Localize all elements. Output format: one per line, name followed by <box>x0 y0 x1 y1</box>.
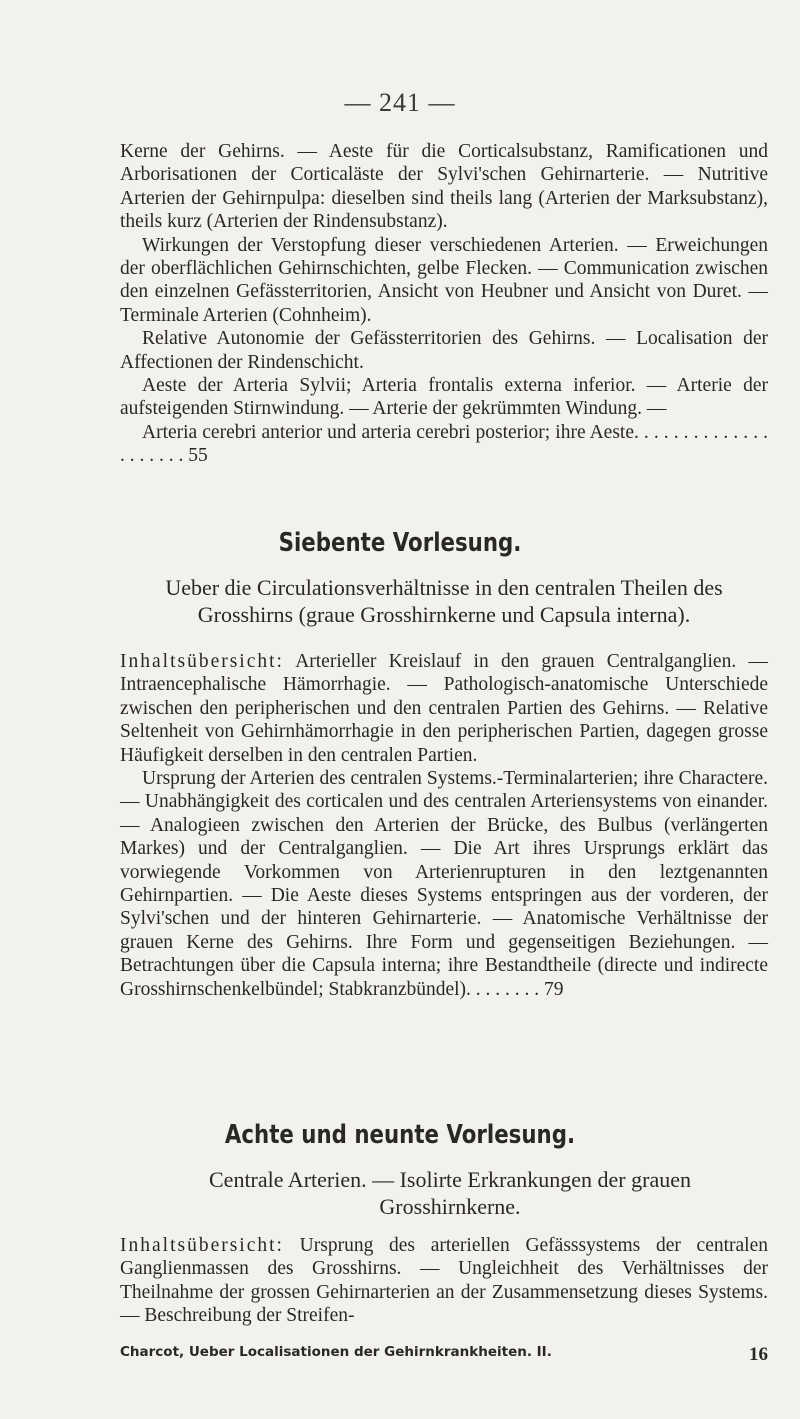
toc-paragraph-with-page-ref: Arteria cerebri anterior und arteria cerebri posterior; ihre Aeste. . . . . . . . . . . . . . . . . . . . . 55 <box>120 421 768 467</box>
summary-label: Inhaltsübersicht: <box>120 651 284 672</box>
toc-paragraph <box>120 650 768 767</box>
lecture-8-9-subtitle: Centrale Arterien. — Isolirte Erkrankungen der grauen Grosshirnkerne. <box>209 1167 691 1219</box>
toc-paragraph: Relative Autonomie der Gefässterritorien des Gehirns. — Localisation der Affectionen der Rindenschicht. <box>120 328 768 373</box>
toc-paragraph: Aeste der Arteria Sylvii; Arteria frontalis externa inferior. — Arterie der aufsteigenden Stirnwindung. — Arterie der gekrümmten Windung. — <box>120 375 768 420</box>
lecture-8-9-heading: Achte und neunte Vorlesung. <box>224 1120 576 1150</box>
page-number: — 241 — <box>344 88 456 117</box>
toc-block-lecture6-end <box>120 140 768 468</box>
toc-paragraph <box>120 1234 768 1328</box>
lecture-8-9-summary <box>120 1234 768 1328</box>
lecture-7-subtitle-block <box>116 574 772 628</box>
summary-label: Inhaltsübersicht: <box>120 1235 284 1256</box>
toc-paragraph-with-page-ref: Ursprung der Arterien des centralen Systems.-Terminalarterien; ihre Charactere. — Unabhängigkeit des corticalen und des centralen Arteriensystems von einander. — Analogieen zwischen den Arterien der Brücke, des Bulbus (verlängerten Markes) und der Centralganglien. — Die Art ihres Ursprungs erklärt das vorwiegende Vorkommen von Arterienrupturen in den leztgenannten Gehirnpartien. — Die Aeste dieses Systems entspringen aus der vorderen, der Sylvi'schen und der hinteren Gehirnarterie. — Anatomische Verhältnisse der grauen Kerne des Gehirns. Ihre Form und gegenseitigen Beziehungen. — Betrachtungen über die Capsula interna; ihre Bestandtheile (directe und indirecte Grosshirnschenkelbündel; Stabkranzbündel). . . . . . . . 79 <box>120 768 768 1000</box>
lecture-7-subtitle: Ueber die Circulationsverhältnisse in den centralen Theilen des Grosshirns (graue Grosshirnkerne und Capsula interna). <box>165 575 723 627</box>
footer-book-title: Charcot, Ueber Localisationen der Gehirnkrankheiten. II. <box>120 1344 552 1360</box>
toc-paragraph: Kerne der Gehirns. — Aeste für die Corticalsubstanz, Ramificationen und Arborisationen der Corticaläste der Sylvi'schen Gehirnarterie. — Nutritive Arterien der Gehirnpulpa: dieselben sind theils lang (Arterien der Marksubstanz), theils kurz (Arterien der Rindensubstanz). <box>120 141 768 233</box>
signature-mark: 16 <box>749 1344 768 1365</box>
page-footer <box>120 1344 768 1366</box>
lecture-8-9-subtitle-block <box>140 1166 760 1220</box>
toc-paragraph: Wirkungen der Verstopfung dieser verschiedenen Arterien. — Erweichungen der oberflächlichen Gehirnschichten, gelbe Flecken. — Communication zwischen den einzelnen Gefässterritorien, Ansicht von Heubner und Ansicht von Duret. — Terminale Arterien (Cohnheim). <box>120 234 768 326</box>
summary-text: Ursprung des arteriellen Gefässsystems der centralen Ganglienmassen des Grosshirns. — Ungleichheit des Verhältnisses der Theilnahme der grossen Gehirnarterien an der Zusammensetzung dieses Systems. — Beschreibung der Streifen- <box>120 1235 768 1327</box>
summary-text: Arterieller Kreislauf in den grauen Centralganglien. — Intraencephalische Hämorrhagie. — Pathologisch-anatomische Unterschiede zwischen den peripherischen und den centralen Partien des Gehirns. — Relative Seltenheit von Gehirnhämorrhagie in den peripherischen Partien, dagegen grosse Häufigkeit derselben in den centralen Partien. <box>120 651 768 766</box>
lecture-7-heading: Siebente Vorlesung. <box>278 528 522 558</box>
lecture-7-summary <box>120 650 768 1001</box>
